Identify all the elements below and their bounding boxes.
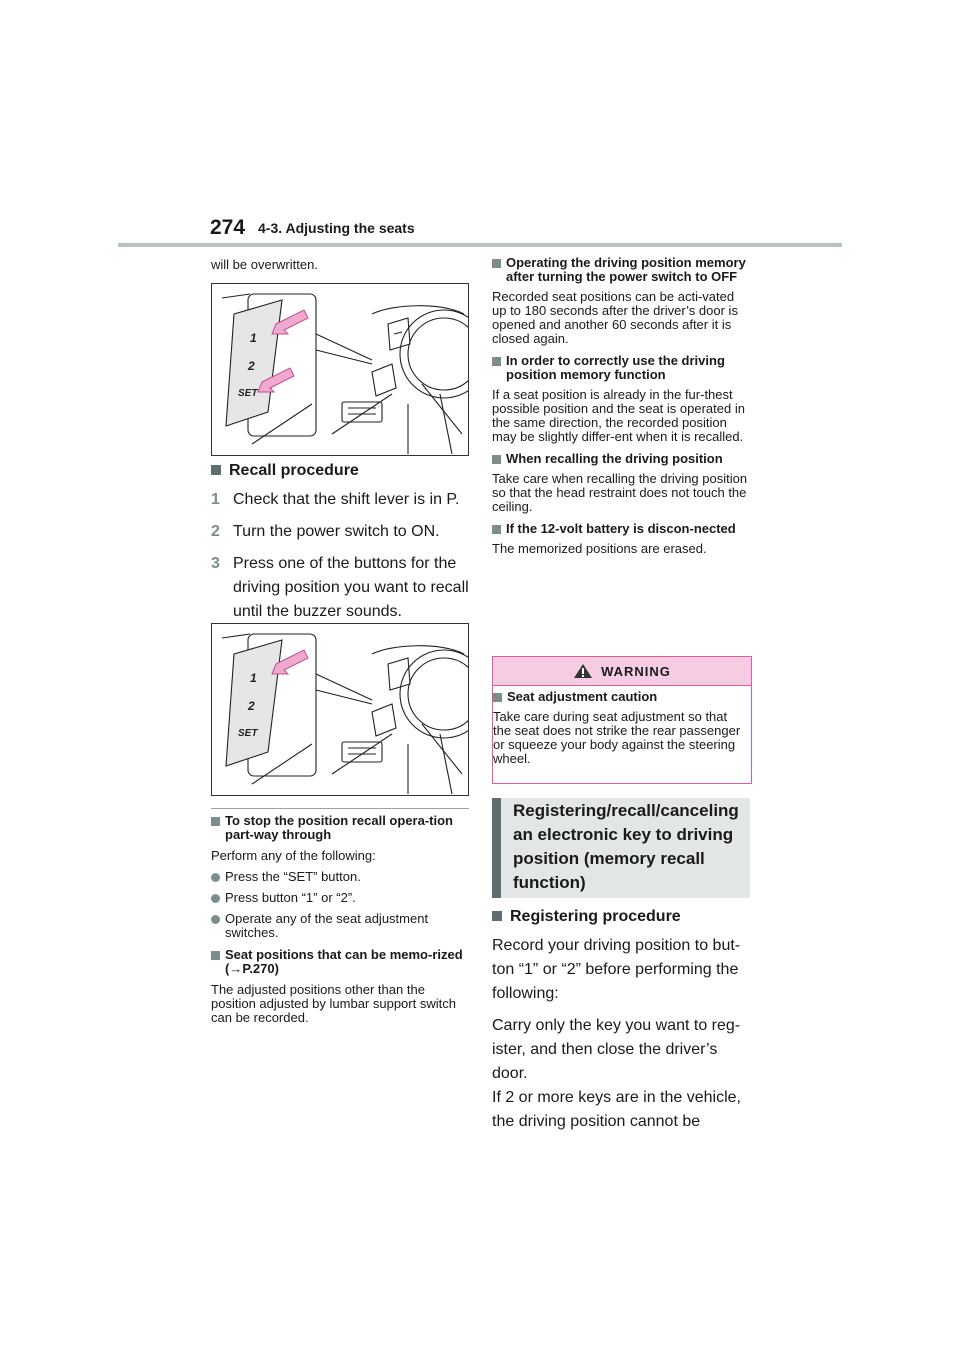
button-2-label: 2 [248,699,255,713]
when-recalling-heading: When recalling the driving position [492,452,752,466]
stop-bullet-2: Press button “1” or “2”. [211,891,469,905]
figure-memory-buttons-1 [211,283,469,456]
registering-paragraph-2: Carry only the key you want to reg-ister, and then close the driver’s door. [492,1017,741,1082]
figure-memory-buttons-2 [211,623,469,796]
warning-text: Take care during seat adjustment so that the seat does not strike the rear passenger or squeeze your body against the steering wheel. [493,709,741,766]
when-recalling-text: Take care when recalling the driving position so that the head restraint does not touch the ceiling. [492,471,748,514]
memory-switch-illustration [212,624,468,795]
memorized-positions-heading: Seat positions that can be memo-rized (→P.270) [211,948,469,976]
registering-section-title [492,798,750,898]
right-notes [492,256,752,556]
left-column [211,258,469,272]
header-divider [118,243,842,247]
warning-box [492,656,752,784]
operating-text: Recorded seat positions can be acti-vated up to 180 seconds after the driver’s door is opened and another 60 seconds after it is closed again. [492,289,738,346]
left-notes [211,814,469,1025]
button-1-label: 1 [250,331,257,345]
registering-heading: Registering procedure [492,908,754,926]
correct-use-text: If a seat position is already in the fur-thest possible position and the seat is operated in the same direction, the recorded position may be slightly differ-ent when it is recalled. [492,387,745,444]
page-number: 274 [210,216,246,239]
set-button-label: SET [238,388,258,399]
memory-switch-illustration [212,284,468,455]
step-2: 2 Turn the power switch to ON. [211,523,440,540]
battery-heading: If the 12-volt battery is discon-nected [492,522,752,536]
set-button-label: SET [238,728,258,739]
section-title-line: position (memory recall [513,849,705,868]
section-title-line: function) [513,873,586,892]
section-title-line: Registering/recall/canceling [513,801,739,820]
stop-bullet-3: Operate any of the seat adjustment switches. [211,912,469,940]
registering-paragraph-1: Record your driving position to but-ton “1” or “2” before performing the following: [492,937,741,1002]
battery-text: The memorized positions are erased. [492,541,707,556]
recall-heading: Recall procedure [211,462,469,480]
step-3: 3 Press one of the buttons for the driving position you want to recall until the buzzer sounds. [211,555,469,620]
operating-heading: Operating the driving position memory after turning the power switch to OFF [492,256,752,284]
registering-paragraph-3: If 2 or more keys are in the vehicle, the driving position cannot be [492,1089,741,1130]
button-2-label: 2 [248,359,255,373]
warning-heading: Seat adjustment caution [493,690,745,704]
left-notes-divider [211,808,469,809]
correct-use-heading: In order to correctly use the driving position memory function [492,354,752,382]
stop-recall-intro: Perform any of the following: [211,848,376,863]
recall-section [211,462,469,624]
memorized-positions-text: The adjusted positions other than the position adjusted by lumbar support switch can be recorded. [211,982,456,1025]
intro-text: will be overwritten. [211,257,318,272]
warning-icon [573,663,593,679]
button-1-label: 1 [250,671,257,685]
section-title-line: an electronic key to driving [513,825,734,844]
step-1: 1 Check that the shift lever is in P. [211,491,460,508]
section-title: 4-3. Adjusting the seats [258,220,415,236]
warning-header [493,657,751,686]
warning-title: WARNING [601,663,671,679]
stop-recall-heading: To stop the position recall opera-tion part-way through [211,814,469,842]
stop-bullet-1: Press the “SET” button. [211,870,469,884]
registering-section [492,908,754,1134]
